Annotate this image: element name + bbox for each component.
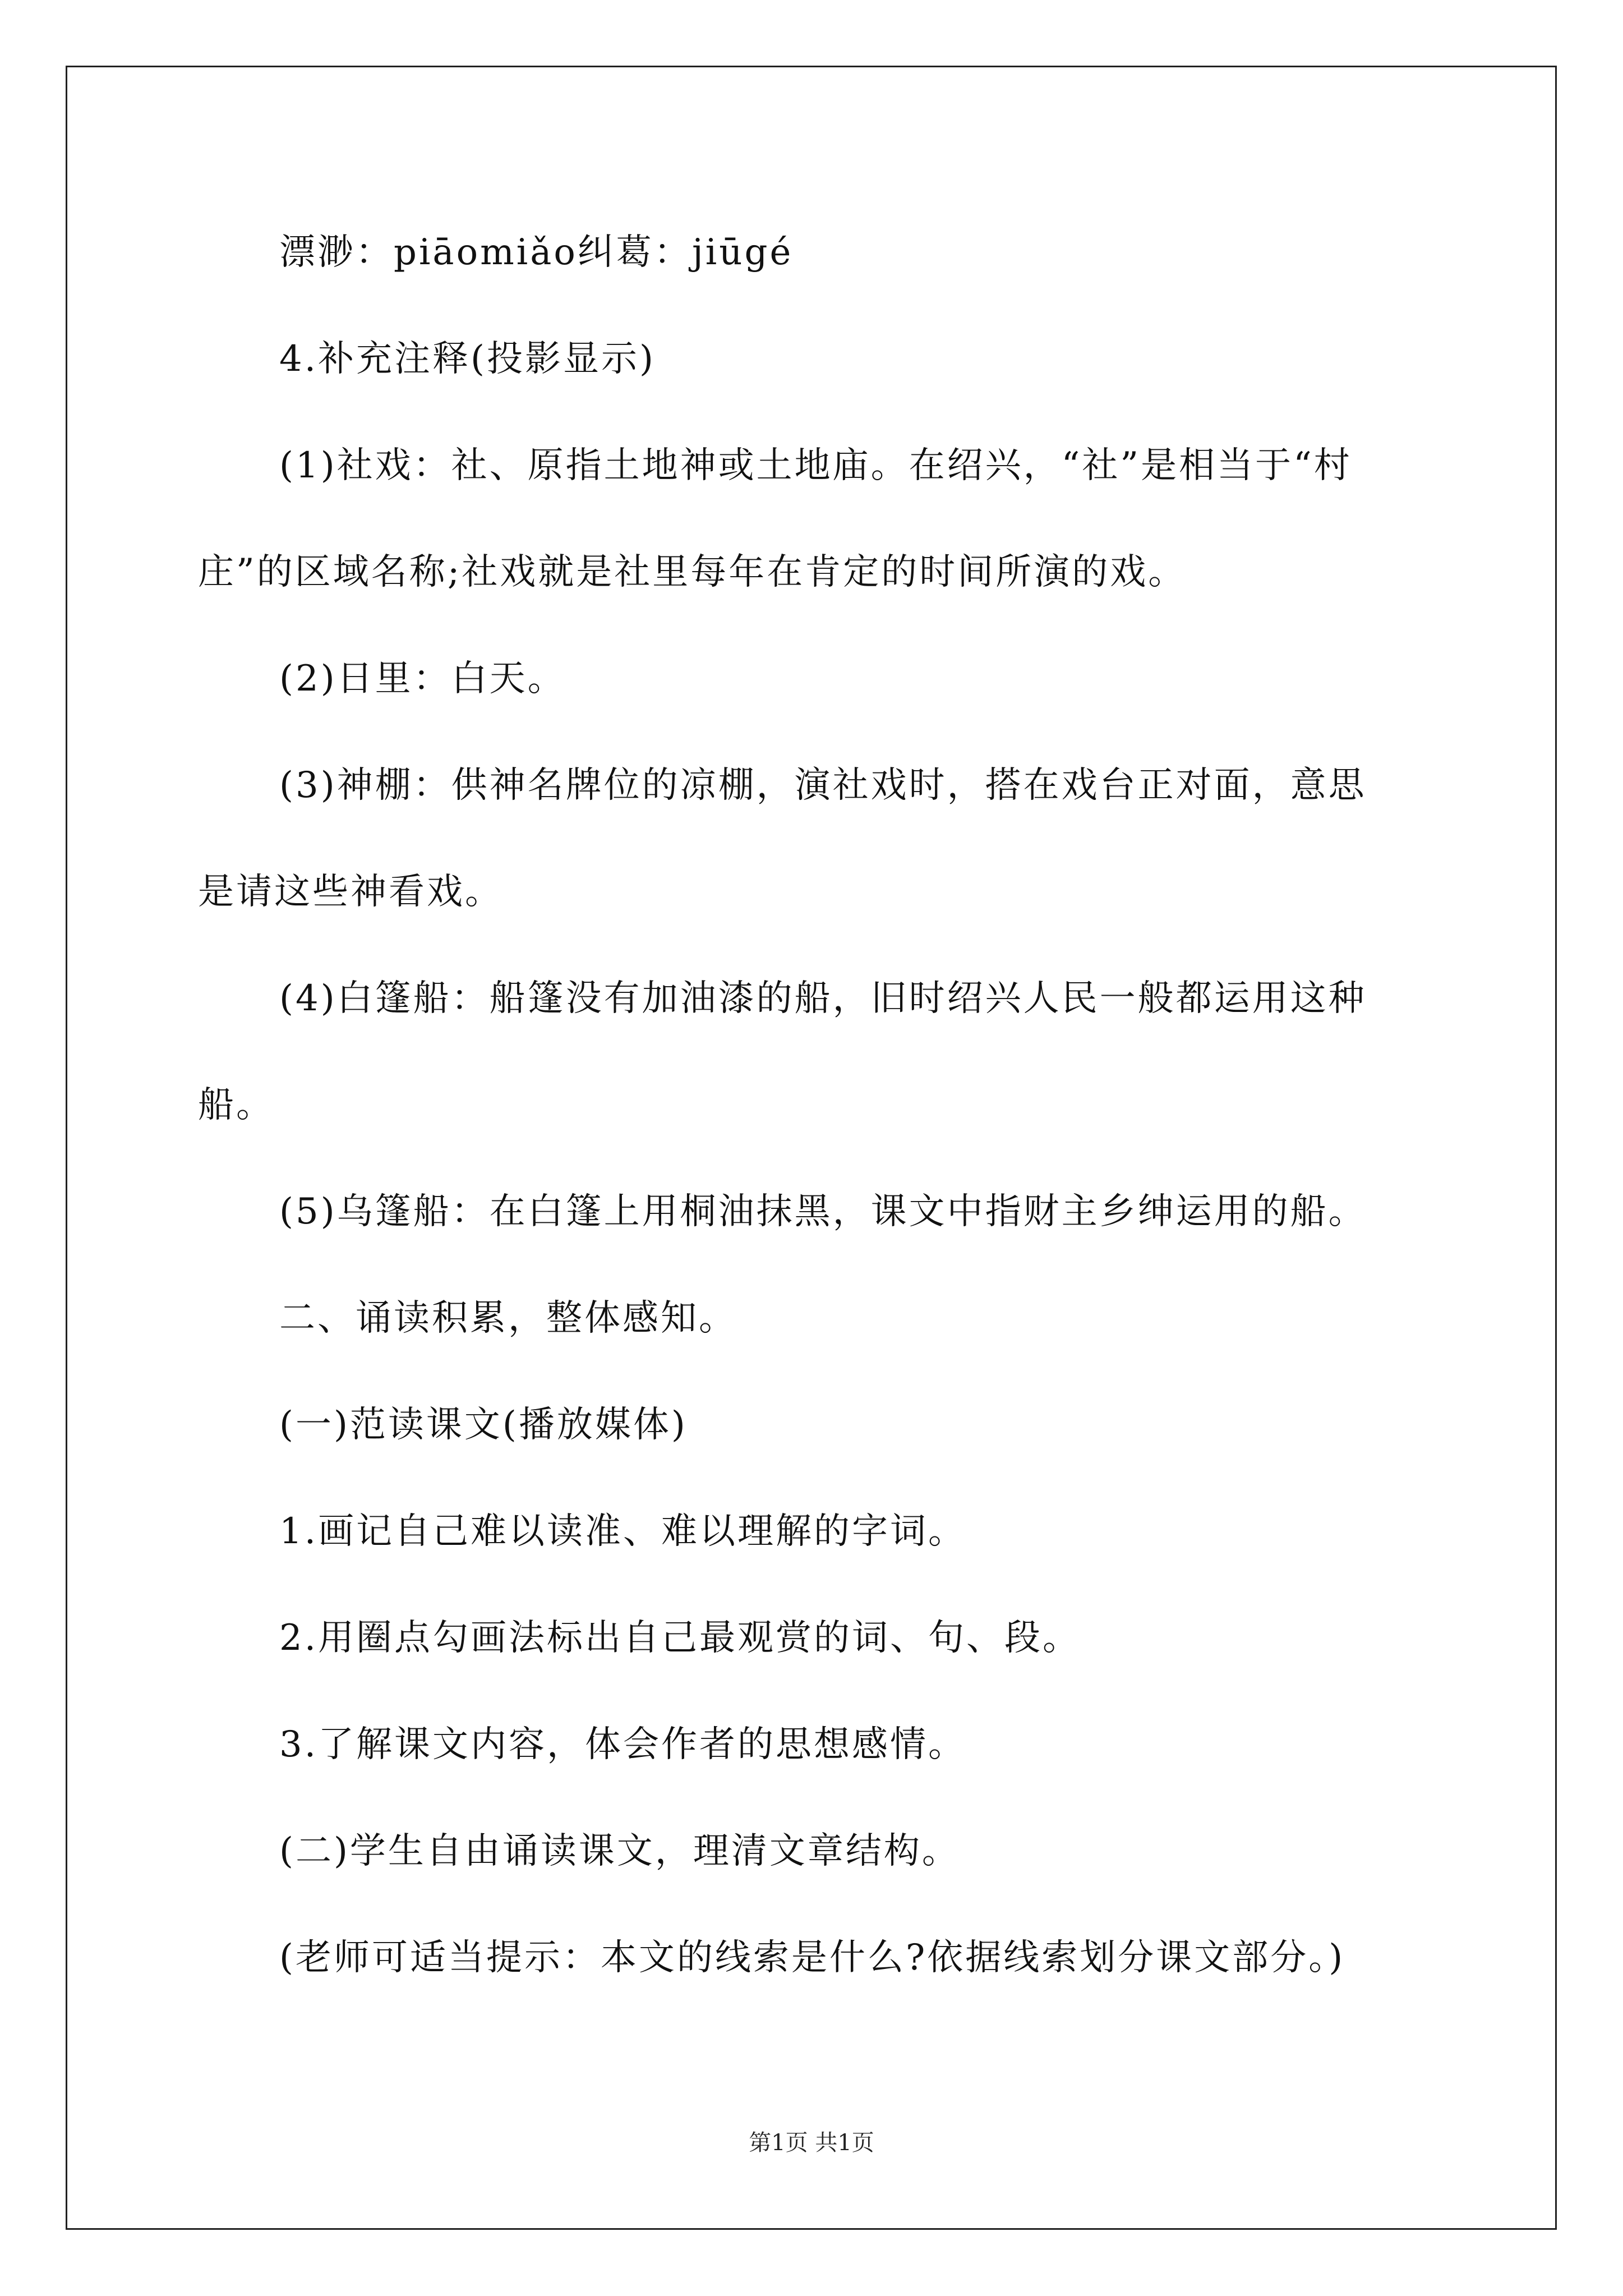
text-line: (老师可适当提示：本文的线索是什么?依据线索划分课文部分。) <box>279 1937 1345 1978</box>
text-line: (一)范读课文(播放媒体) <box>279 1404 688 1446</box>
text-line: 二、诵读积累，整体感知。 <box>279 1297 737 1339</box>
text-line: (3)神棚：供神名牌位的凉棚，演社戏时，搭在戏台正对面，意思 <box>279 765 1367 806</box>
text-line: (二)学生自由诵读课文，理清文章结构。 <box>279 1830 960 1872</box>
text-line: (4)白篷船：船篷没有加油漆的船，旧时绍兴人民一般都运用这种 <box>279 978 1367 1019</box>
text-line: 4.补充注释(投影显示) <box>279 338 656 380</box>
text-line: 庄”的区域名称;社戏就是社里每年在肯定的时间所演的戏。 <box>198 551 1187 593</box>
text-line: 2.用圈点勾画法标出自己最观赏的词、句、段。 <box>279 1617 1081 1659</box>
text-line: (2)日里：白天。 <box>279 658 566 700</box>
text-line: 漂渺：piāomiǎo纠葛：jiūgé <box>279 232 794 273</box>
text-line: (5)乌篷船：在白篷上用桐油抹黑，课文中指财主乡绅运用的船。 <box>279 1191 1367 1232</box>
text-line: 船。 <box>198 1084 274 1126</box>
text-line: (1)社戏：社、原指土地神或土地庙。在绍兴，“社”是相当于“村 <box>279 445 1352 486</box>
text-line: 是请这些神看戏。 <box>198 871 503 913</box>
page-footer: 第1页 共1页 <box>749 2130 874 2156</box>
text-line: 1.画记自己难以读准、难以理解的字词。 <box>279 1511 967 1552</box>
page-border <box>66 66 1557 2230</box>
text-line: 3.了解课文内容，体会作者的思想感情。 <box>279 1724 967 1765</box>
